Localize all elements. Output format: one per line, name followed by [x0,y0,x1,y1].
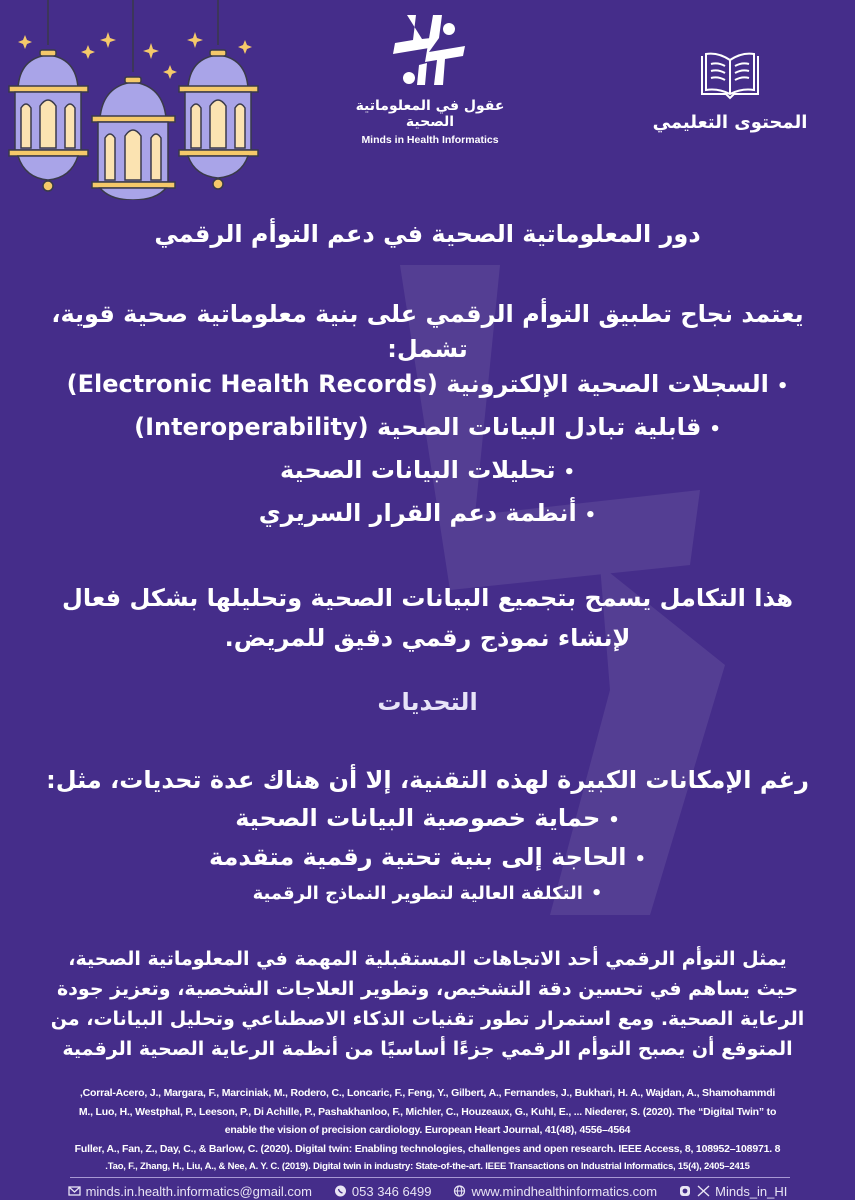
social-handle[interactable]: Minds_in_HI [679,1184,787,1199]
x-twitter-icon [697,1185,710,1197]
header [0,0,855,200]
page-title: دور المعلوماتية الصحية في دعم التوأم الرقمي [154,220,701,248]
logo-arabic-name: عقول في المعلوماتية الصحية [355,98,505,130]
open-book-icon [698,50,762,102]
list-item: •السجلات الصحية الإلكترونية (Electronic Health Records) [66,370,789,398]
brand-logo [340,10,520,170]
globe-icon [453,1185,466,1197]
integration-text [30,578,825,658]
whatsapp-icon [334,1185,347,1197]
mail-icon [68,1185,81,1197]
website-link[interactable]: www.mindhealthinformatics.com [453,1184,657,1199]
logo-mark-icon [385,10,475,90]
reference-line: Fuller, A., Fan, Z., Day, C., & Barlow, C. (2020). Digital twin: Enabling technologies, challenges and open research. IEEE Access, 8, 108952–108971. 8 [74,1142,781,1155]
email-contact[interactable]: minds.in.health.informatics@gmail.com [68,1184,312,1199]
footer-divider [70,1177,790,1178]
challenges-intro: رغم الإمكانات الكبيرة لهذه التقنية، إلا أن هناك عدة تحديات، مثل: [46,766,809,794]
references [10,1084,845,1177]
list-item: •حماية خصوصية البيانات الصحية [235,804,620,832]
integration-line-2: لإنشاء نموذج رقمي دقيق للمريض. [224,624,631,652]
reference-line: .Tao, F., Zhang, H., Liu, A., & Nee, A. Y. C. (2019). Digital twin in industry: State-of-the-art. IEEE Transactions on Industrial Informatics, 15(4), 2405–2415 [105,1161,750,1172]
intro-line-2: تشمل: [387,335,468,363]
list-item: •قابلية تبادل البيانات الصحية (Interoperability) [134,413,721,441]
reference-line: M., Luo, H., Westphal, P., Leeson, P., Di Achille, P., Pashakhanloo, F., Michler, C., Houzeaux, G., Kuhl, E., ... Niederer, S. (2020). The “Digital Twin” to [78,1105,777,1118]
closing-paragraph: يمثل التوأم الرقمي أحد الاتجاهات المستقبلية المهمة في المعلوماتية الصحية، حيث يساهم في تحسين دقة التشخيص، وتطوير العلاجات الشخصية، وتعزيز جودة الرعاية الصحية. ومع استمرار تطور تقنيات الذكاء الاصطناعي وتحليل البيانات، من المتوقع أن يصبح التوأم الرقمي جزءًا أساسيًا من أنظمة الرعاية الصحية الرقمية [50,948,805,1060]
intro-line-1: يعتمد نجاح تطبيق التوأم الرقمي على بنية معلوماتية صحية قوية، [51,300,804,328]
main-content [30,214,825,910]
educational-content-badge [650,50,810,133]
components-list [30,364,825,536]
educational-content-label: المحتوى التعليمي [652,112,808,133]
list-item: •تحليلات البيانات الصحية [280,456,575,484]
integration-line-1: هذا التكامل يسمح بتجميع البيانات الصحية وتحليلها بشكل فعال [62,584,793,612]
instagram-icon [679,1185,692,1197]
challenges-heading: التحديات [377,688,478,716]
list-item: •التكلفة العالية لتطوير النماذج الرقمية [252,883,603,904]
reference-line: ,Corral-Acero, J., Margara, F., Marciniak, M., Rodero, C., Loncaric, F., Feng, Y., Gilbert, A., Fernandes, J., Bukhari, H. A., Wajdan, A., Shamohammdi [79,1087,776,1099]
challenges-list [30,800,825,910]
intro-text [30,294,825,364]
footer-contacts [0,1182,855,1200]
phone-contact[interactable]: 053 346 6499 [334,1184,432,1199]
list-item: •الحاجة إلى بنية تحتية رقمية متقدمة [208,843,646,871]
ramadan-lanterns-icon [0,0,260,200]
reference-line: enable the vision of precision cardiology. European Heart Journal, 41(48), 4556–4564 [224,1124,631,1136]
logo-english-name: Minds in Health Informatics [361,134,499,146]
list-item: •أنظمة دعم القرار السريري [258,499,597,527]
